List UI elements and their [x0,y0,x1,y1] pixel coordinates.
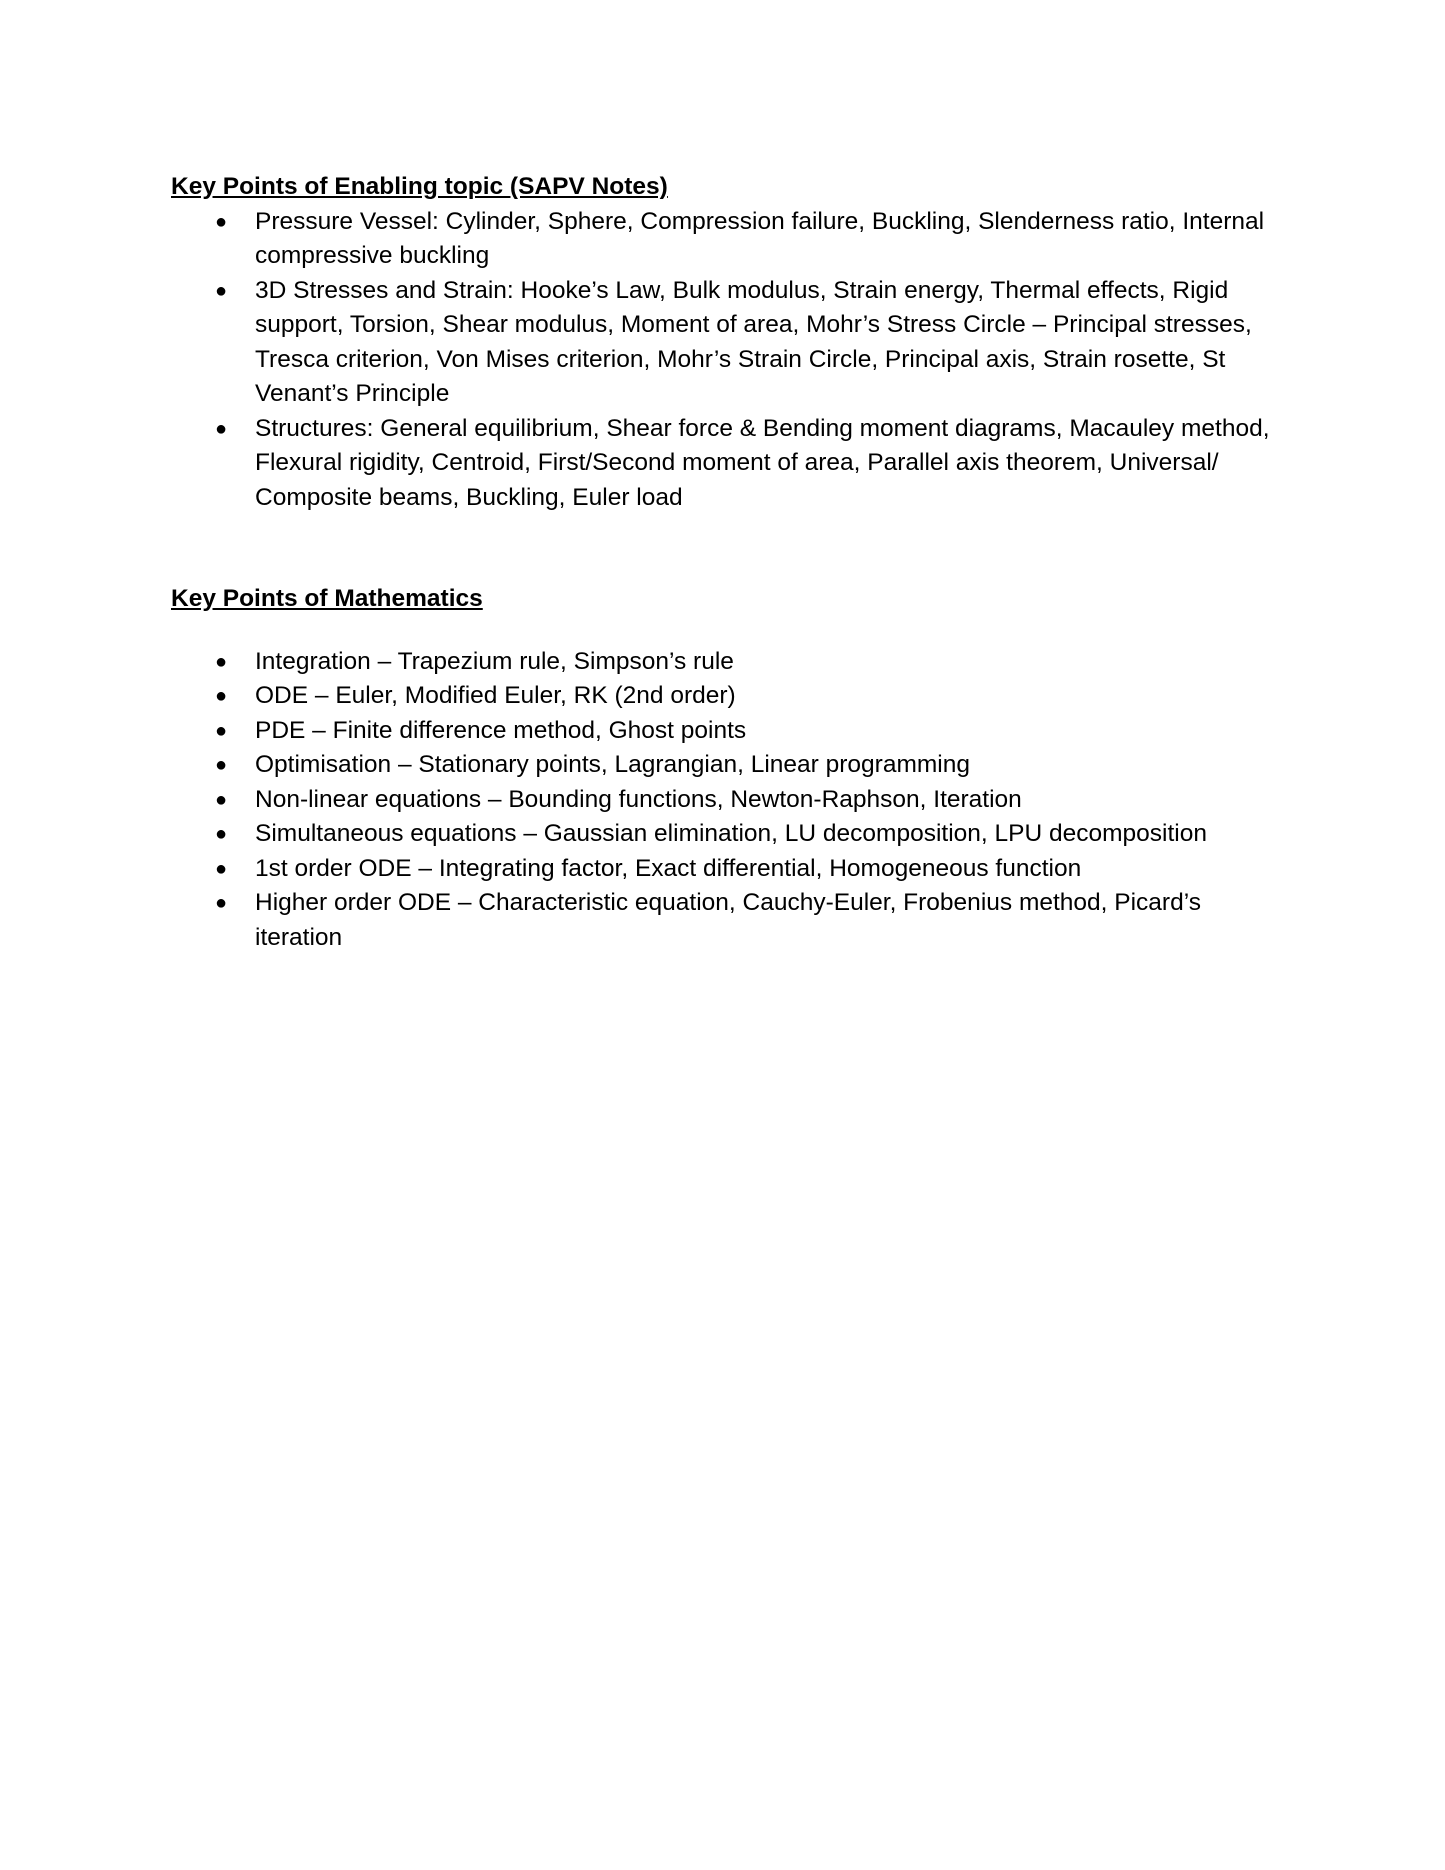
list-item [171,205,1281,274]
section-mathematics [171,582,1281,955]
bullet-icon: ● [215,210,228,233]
list-item [171,783,1281,818]
list-item [171,412,1281,516]
bullet-list [171,645,1281,956]
section-heading: Key Points of Enabling topic (SAPV Notes) [171,173,668,200]
list-item-text: Structures: General equilibrium, Shear force & Bending moment diagrams, Macauley method, Flexural rigidity, Centroid, First/Second moment of area, Parallel axis theorem, Universal/ Composite beams, Buckling, Euler load [255,414,1270,511]
list-item-text: Higher order ODE – Characteristic equation, Cauchy-Euler, Frobenius method, Picard’s iteration [255,889,1201,951]
bullet-icon: ● [215,857,228,880]
bullet-icon: ● [215,892,228,914]
section-enabling-topic [171,170,1281,515]
bullet-icon: ● [215,754,228,776]
bullet-icon: ● [215,719,228,742]
bullet-icon: ● [215,788,228,811]
list-item [171,886,1281,955]
list-item-text: Optimisation – Stationary points, Lagrangian, Linear programming [255,751,970,778]
section-heading: Key Points of Mathematics [171,585,483,612]
list-item [171,852,1281,887]
list-item [171,679,1281,714]
list-item [171,274,1281,412]
list-item-text: ODE – Euler, Modified Euler, RK (2nd order) [255,682,736,709]
list-item-text: PDE – Finite difference method, Ghost points [255,716,747,744]
bullet-icon: ● [215,823,228,845]
bullet-icon: ● [215,279,228,302]
list-item [171,748,1281,783]
list-item-text: 1st order ODE – Integrating factor, Exact differential, Homogeneous function [255,854,1082,882]
list-item [171,817,1281,852]
list-item [171,645,1281,680]
list-item-text: Simultaneous equations – Gaussian elimination, LU decomposition, LPU decomposition [255,820,1207,847]
list-item-text: Integration – Trapezium rule, Simpson’s rule [255,647,734,675]
bullet-icon: ● [215,685,228,707]
bullet-list [171,205,1281,516]
bullet-icon: ● [215,650,228,673]
list-item [171,714,1281,749]
list-item-text: 3D Stresses and Strain: Hooke’s Law, Bulk modulus, Strain energy, Thermal effects, Rigid support, Torsion, Shear modulus, Moment of area, Mohr’s Stress Circle – Principal stresses, Tresca criterion, Von Mises criterion, Mohr’s Strain Circle, Principal axis, Strain rosette, St Venant’s Principle [255,276,1252,407]
list-item-text: Pressure Vessel: Cylinder, Sphere, Compression failure, Buckling, Slenderness ratio, Internal compressive buckling [255,207,1265,269]
bullet-icon: ● [215,417,228,440]
list-item-text: Non-linear equations – Bounding functions, Newton-Raphson, Iteration [255,785,1022,813]
